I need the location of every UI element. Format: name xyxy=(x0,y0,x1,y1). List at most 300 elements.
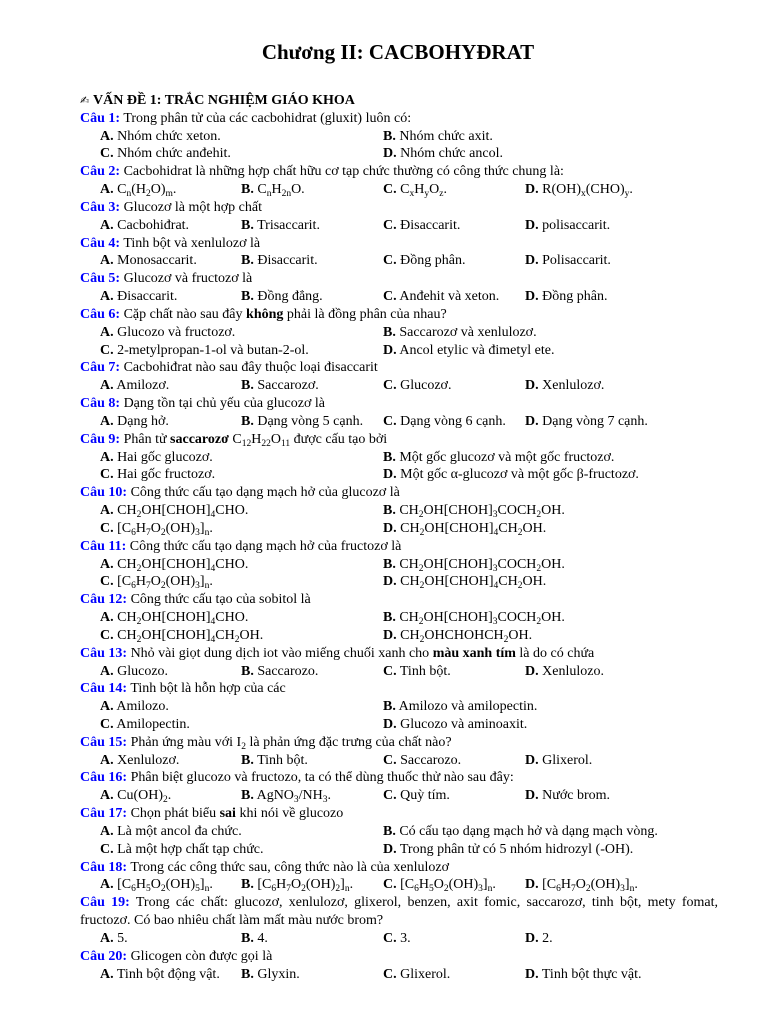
option-text: Glucozo và aminoaxit. xyxy=(400,716,528,732)
option-text: $CH_2OH[CHOH]_4CH_2OH$. xyxy=(400,520,547,538)
option-d xyxy=(525,377,718,395)
option-text: $CH_2OHCHOHCH_2OH$. xyxy=(400,627,533,645)
option-letter: D. xyxy=(383,716,397,732)
option-text: Amilozo. xyxy=(116,699,169,715)
subscript: 2 xyxy=(163,795,168,806)
subscript: 4 xyxy=(493,581,499,592)
answer-options xyxy=(80,609,718,645)
question-text: Trong phân tử của các cacbohidrat (gluxit) luôn có: xyxy=(123,110,412,126)
option-a xyxy=(100,609,383,627)
question-text: Glucozơ là một hợp chất xyxy=(123,199,262,215)
option-c xyxy=(383,787,525,805)
answer-options xyxy=(80,876,718,894)
question-text: Cặp chất nào sau đây không phải là đồng phân của nhau? xyxy=(123,306,447,322)
subscript: n xyxy=(487,884,493,895)
option-text: $CH_2OH[CHOH]_3COCH_2OH$. xyxy=(399,556,565,574)
option-a xyxy=(100,324,383,342)
option-letter: D. xyxy=(525,217,539,233)
option-b xyxy=(241,876,383,894)
option-c xyxy=(383,663,525,681)
option-text: Xenlulozơ. xyxy=(542,378,605,394)
option-text: Ancol etylic và đimetyl ete. xyxy=(399,342,555,358)
option-c xyxy=(383,966,525,984)
option-letter: B. xyxy=(383,503,396,519)
option-text: Xenlulozơ. xyxy=(117,752,180,768)
option-letter: D. xyxy=(525,788,539,804)
option-letter: B. xyxy=(241,378,254,394)
question-label: Câu 13: xyxy=(80,645,128,661)
option-a xyxy=(100,787,241,805)
subscript: 22 xyxy=(261,438,271,449)
option-a xyxy=(100,377,241,395)
question-label: Câu 19: xyxy=(80,895,130,911)
option-text: Amilozo và amilopectin. xyxy=(398,699,538,715)
option-letter: D. xyxy=(525,752,539,768)
option-d xyxy=(525,217,718,235)
writing-hand-icon xyxy=(80,93,93,108)
answer-options xyxy=(80,324,718,360)
subscript: 2 xyxy=(536,510,542,521)
subscript: 5 xyxy=(146,884,151,895)
option-letter: D. xyxy=(525,253,539,269)
question-12 xyxy=(80,591,718,644)
option-letter: A. xyxy=(100,128,114,144)
subscript: 6 xyxy=(131,581,136,592)
option-letter: A. xyxy=(100,788,114,804)
option-a xyxy=(100,413,241,431)
question-stem xyxy=(80,395,718,413)
subscript: 3 xyxy=(492,617,498,628)
option-text: Một gốc α-glucozơ và một gốc β-fructozơ. xyxy=(400,467,639,483)
option-d xyxy=(383,342,718,360)
option-d xyxy=(383,627,718,645)
subscript: 2 xyxy=(536,617,542,628)
option-letter: D. xyxy=(383,627,397,643)
option-d xyxy=(383,716,718,734)
option-text: Saccarozo. xyxy=(400,752,462,768)
question-text: Tinh bột và xenlulozơ là xyxy=(123,235,261,251)
option-letter: D. xyxy=(525,289,539,305)
option-text: $[C_6H_7O_2(OH)_3]_n$. xyxy=(542,877,638,895)
option-text: Tinh bột. xyxy=(257,752,308,768)
question-stem xyxy=(80,110,718,128)
option-letter: B. xyxy=(383,324,396,340)
option-letter: A. xyxy=(100,699,114,715)
answer-options xyxy=(80,752,718,770)
option-text: Saccarozơ. xyxy=(257,378,319,394)
option-text: Hai gốc glucozơ. xyxy=(117,449,213,465)
option-c xyxy=(383,930,525,948)
subscript: 7 xyxy=(146,581,151,592)
emphasis-text: không xyxy=(246,306,284,322)
option-b xyxy=(241,752,383,770)
answer-options xyxy=(80,413,718,431)
option-letter: A. xyxy=(100,752,114,768)
option-b xyxy=(241,413,383,431)
subscript: 4 xyxy=(493,527,499,538)
subscript: 2 xyxy=(136,634,142,645)
subscript: 2 xyxy=(418,563,424,574)
question-list xyxy=(80,92,718,983)
option-c xyxy=(100,627,383,645)
option-d xyxy=(525,663,718,681)
option-text: $R(OH)_x(CHO)_y$. xyxy=(542,182,633,200)
subscript: 2 xyxy=(503,634,509,645)
question-text: Glucozơ và fructozơ là xyxy=(123,271,253,287)
option-letter: C. xyxy=(383,253,397,269)
subscript: n xyxy=(344,884,350,895)
question-text: Phản ứng màu với $I_2$ là phản ứng đặc trưng của chất nào? xyxy=(130,734,452,752)
option-c xyxy=(100,841,383,859)
subscript: 6 xyxy=(131,527,136,538)
option-letter: C. xyxy=(100,146,114,162)
option-text: Đisaccarit. xyxy=(257,253,318,269)
question-11 xyxy=(80,538,718,591)
option-c xyxy=(100,466,383,484)
option-a xyxy=(100,128,383,146)
option-letter: A. xyxy=(100,556,114,572)
option-d xyxy=(525,966,718,984)
option-letter: C. xyxy=(383,966,397,982)
option-text: Saccarozơ và xenlulozơ. xyxy=(399,324,537,340)
answer-options xyxy=(80,787,718,805)
question-label: Câu 6: xyxy=(80,306,121,322)
option-text: $[C_6H_7O_2(OH)_3]_n$. xyxy=(117,574,213,592)
subscript: z xyxy=(439,189,444,200)
option-text: Amilozơ. xyxy=(116,378,170,394)
subscript: 3 xyxy=(195,527,200,538)
option-text: Tinh bột thực vật. xyxy=(541,966,642,982)
option-letter: C. xyxy=(383,663,397,679)
option-letter: D. xyxy=(525,966,539,982)
option-text: 2-metylpropan-1-ol và butan-2-ol. xyxy=(117,342,309,358)
question-text: Công thức cấu tạo dạng mạch hở của fructozơ là xyxy=(129,538,402,554)
option-letter: B. xyxy=(241,253,254,269)
option-text: $[C_6H_5O_2(OH)_5]_n$. xyxy=(117,877,213,895)
option-c xyxy=(100,145,383,163)
question-20 xyxy=(80,948,718,984)
subscript: 2 xyxy=(419,634,425,645)
question-label: Câu 14: xyxy=(80,681,128,697)
subscript: 7 xyxy=(286,884,291,895)
question-stem xyxy=(80,680,718,698)
option-a xyxy=(100,663,241,681)
option-text: $[C_6H_7O_2(OH)_3]_n$. xyxy=(117,520,213,538)
option-b xyxy=(241,377,383,395)
subscript: x xyxy=(581,189,586,200)
option-letter: A. xyxy=(100,289,114,305)
subscript: 3 xyxy=(620,884,625,895)
subscript: 2 xyxy=(241,741,246,752)
option-a xyxy=(100,181,241,199)
option-letter: B. xyxy=(383,556,396,572)
question-4 xyxy=(80,235,718,271)
question-text: Trong các chất: glucozơ, xenlulozơ, glixerol, benzen, axit fomic, saccarozơ, tinh bột, mety fomat, fructozơ. Có bao nhiêu chất làm mất màu nước brom? xyxy=(80,895,719,929)
section-heading xyxy=(80,92,718,110)
subscript: 2 xyxy=(419,581,425,592)
option-text: $C_xH_yO_z$. xyxy=(400,182,447,200)
option-letter: C. xyxy=(383,930,397,946)
answer-options xyxy=(80,698,718,734)
option-c xyxy=(383,288,525,306)
option-text: Đisaccarit. xyxy=(400,217,461,233)
question-label: Câu 4: xyxy=(80,235,121,251)
subscript: 2 xyxy=(160,884,166,895)
question-9 xyxy=(80,431,718,484)
option-text: $CH_2OH[CHOH]_4CH_2OH$. xyxy=(400,574,547,592)
question-3 xyxy=(80,199,718,235)
option-letter: C. xyxy=(100,342,114,358)
subscript: 4 xyxy=(210,510,216,521)
subscript: 4 xyxy=(210,634,216,645)
question-stem xyxy=(80,306,718,324)
option-b xyxy=(241,288,383,306)
option-a xyxy=(100,930,241,948)
option-text: Cacbohiđrat. xyxy=(117,217,190,233)
option-letter: B. xyxy=(241,788,254,804)
option-text: Hai gốc fructozơ. xyxy=(117,467,216,483)
option-b xyxy=(241,217,383,235)
question-label: Câu 18: xyxy=(80,859,128,875)
option-text: Tinh bột động vật. xyxy=(116,966,220,982)
subscript: 2 xyxy=(443,884,449,895)
option-letter: B. xyxy=(241,966,254,982)
question-label: Câu 16: xyxy=(80,770,128,786)
subscript: 2 xyxy=(517,527,523,538)
question-label: Câu 2: xyxy=(80,164,121,180)
question-label: Câu 20: xyxy=(80,948,128,964)
option-b xyxy=(383,502,718,520)
subscript: 11 xyxy=(280,438,291,449)
option-text: Dạng vòng 6 cạnh. xyxy=(400,413,506,429)
subscript: 2 xyxy=(517,581,523,592)
question-15 xyxy=(80,734,718,770)
option-d xyxy=(525,876,718,894)
question-stem xyxy=(80,270,718,288)
question-8 xyxy=(80,395,718,431)
option-text: Nhóm chức anđehit. xyxy=(117,146,231,162)
option-letter: D. xyxy=(383,146,397,162)
option-text: Đồng phân. xyxy=(542,289,608,305)
option-b xyxy=(383,128,718,146)
option-text: Anđehit và xeton. xyxy=(399,289,500,305)
option-text: $CH_2OH[CHOH]_4CHO$. xyxy=(117,503,249,521)
option-a xyxy=(100,502,383,520)
question-13 xyxy=(80,645,718,681)
question-label: Câu 3: xyxy=(80,199,121,215)
option-letter: D. xyxy=(525,413,539,429)
subscript: 3 xyxy=(322,795,328,806)
option-a xyxy=(100,823,383,841)
question-stem xyxy=(80,734,718,752)
question-stem xyxy=(80,948,718,966)
option-d xyxy=(525,752,718,770)
question-stem xyxy=(80,163,718,181)
option-b xyxy=(241,252,383,270)
option-text: $[C_6H_7O_2(OH)_2]_n$. xyxy=(257,877,354,895)
option-a xyxy=(100,556,383,574)
option-b xyxy=(383,324,718,342)
question-stem xyxy=(80,484,718,502)
subscript: 5 xyxy=(429,884,434,895)
option-letter: D. xyxy=(525,930,539,946)
option-b xyxy=(383,556,718,574)
subscript: 6 xyxy=(556,884,561,895)
option-text: Glixerol. xyxy=(542,752,593,768)
subscript: 2 xyxy=(585,884,591,895)
answer-options xyxy=(80,823,718,859)
option-text: Trisaccarit. xyxy=(257,217,320,233)
option-letter: A. xyxy=(100,877,114,893)
option-letter: B. xyxy=(241,289,254,305)
emphasis-text: saccarozơ xyxy=(170,431,229,447)
option-c xyxy=(383,252,525,270)
option-b xyxy=(383,698,718,716)
answer-options xyxy=(80,663,718,681)
subscript: 3 xyxy=(492,510,498,521)
option-letter: A. xyxy=(100,324,114,340)
option-letter: D. xyxy=(383,342,397,358)
subscript: n xyxy=(204,527,210,538)
option-text: Dạng hở. xyxy=(117,413,169,429)
question-stem xyxy=(80,199,718,217)
option-letter: B. xyxy=(241,663,254,679)
subscript: 2 xyxy=(418,510,424,521)
option-c xyxy=(100,716,383,734)
subscript: n xyxy=(204,884,210,895)
question-stem xyxy=(80,805,718,823)
subscript: 4 xyxy=(210,617,216,628)
option-letter: C. xyxy=(100,841,114,857)
subscript: 2 xyxy=(536,563,542,574)
option-d xyxy=(525,930,718,948)
option-text: Đisaccarit. xyxy=(117,289,178,305)
answer-options xyxy=(80,217,718,235)
option-text: Dạng vòng 7 cạnh. xyxy=(542,413,648,429)
option-letter: C. xyxy=(100,716,114,732)
answer-options xyxy=(80,128,718,164)
subscript: n xyxy=(126,189,132,200)
option-text: Là một hợp chất tạp chức. xyxy=(117,841,264,857)
subscript: 6 xyxy=(271,884,277,895)
answer-options xyxy=(80,556,718,592)
option-text: Đồng phân. xyxy=(400,253,466,269)
option-b xyxy=(383,449,718,467)
option-letter: B. xyxy=(383,128,396,144)
option-d xyxy=(383,466,718,484)
option-letter: C. xyxy=(100,627,114,643)
option-text: Glucozơ. xyxy=(400,378,452,394)
subscript: 5 xyxy=(195,884,200,895)
question-label: Câu 11: xyxy=(80,538,127,554)
option-b xyxy=(383,823,718,841)
option-a xyxy=(100,288,241,306)
subscript: 7 xyxy=(146,527,151,538)
emphasis-text: sai xyxy=(219,806,236,822)
subscript: n xyxy=(629,884,635,895)
option-letter: B. xyxy=(383,823,396,839)
option-c xyxy=(383,413,525,431)
option-letter: A. xyxy=(100,217,114,233)
option-text: $[C_6H_5O_2(OH)_3]_n$. xyxy=(400,877,496,895)
option-text: Glixerol. xyxy=(400,966,451,982)
question-7 xyxy=(80,359,718,395)
question-17 xyxy=(80,805,718,858)
question-16 xyxy=(80,769,718,805)
option-text: Xenlulozo. xyxy=(542,663,604,679)
question-label: Câu 8: xyxy=(80,396,121,412)
page-title: Chương II: CACBOHYĐRAT xyxy=(261,40,535,64)
option-text: Glucozo. xyxy=(117,663,169,679)
option-b xyxy=(241,930,383,948)
option-text: $CH_2OH[CHOH]_4CHO$. xyxy=(117,610,249,628)
option-a xyxy=(100,252,241,270)
option-text: Trong phân tử có 5 nhóm hidrozyl (-OH). xyxy=(399,841,634,857)
option-d xyxy=(525,181,718,199)
option-a xyxy=(100,698,383,716)
question-1 xyxy=(80,110,718,163)
option-text: $C_nH_{2n}O$. xyxy=(257,182,305,200)
question-14 xyxy=(80,680,718,733)
option-letter: C. xyxy=(383,217,397,233)
option-d xyxy=(525,252,718,270)
option-text: Nước brom. xyxy=(542,788,610,804)
option-text: Nhóm chức ancol. xyxy=(400,146,503,162)
subscript: 2 xyxy=(335,884,341,895)
option-letter: C. xyxy=(100,574,114,590)
option-letter: B. xyxy=(241,217,254,233)
answer-options xyxy=(80,449,718,485)
subscript: 6 xyxy=(131,884,136,895)
subscript: 3 xyxy=(492,563,498,574)
option-letter: C. xyxy=(383,378,397,394)
emphasis-text: màu xanh tím xyxy=(432,645,516,661)
option-letter: A. xyxy=(100,823,114,839)
question-10 xyxy=(80,484,718,537)
option-text: Glucozo và fructozơ. xyxy=(117,324,236,340)
option-letter: C. xyxy=(100,467,114,483)
answer-options xyxy=(80,377,718,395)
option-letter: C. xyxy=(383,877,397,893)
option-text: Tinh bột. xyxy=(399,663,451,679)
question-stem xyxy=(80,235,718,253)
question-label: Câu 10: xyxy=(80,485,128,501)
answer-options xyxy=(80,181,718,199)
section-heading-text: VẤN ĐỀ 1: TRẮC NGHIỆM GIÁO KHOA xyxy=(93,93,355,108)
question-text: Công thức cấu tạo của sobitol là xyxy=(130,592,311,608)
subscript: 3 xyxy=(195,581,200,592)
question-text: Phân tử saccarozơ $C_{12}H_{22}O_{11}$ được cấu tạo bởi xyxy=(123,431,388,449)
option-b xyxy=(241,663,383,681)
option-d xyxy=(525,413,718,431)
question-label: Câu 1: xyxy=(80,110,121,126)
option-d xyxy=(383,841,718,859)
subscript: n xyxy=(204,581,210,592)
option-text: Có cấu tạo dạng mạch hở và dạng mạch vòng. xyxy=(399,823,658,839)
option-letter: A. xyxy=(100,449,114,465)
option-a xyxy=(100,217,241,235)
option-letter: B. xyxy=(241,752,254,768)
question-text: Tinh bột là hỗn hợp của các xyxy=(130,681,286,697)
question-label: Câu 12: xyxy=(80,592,128,608)
option-letter: A. xyxy=(100,378,114,394)
option-letter: D. xyxy=(383,841,397,857)
subscript: 2 xyxy=(418,617,424,628)
question-19 xyxy=(80,894,718,947)
option-letter: A. xyxy=(100,253,114,269)
subscript: x xyxy=(409,189,415,200)
option-text: 2. xyxy=(542,930,553,946)
